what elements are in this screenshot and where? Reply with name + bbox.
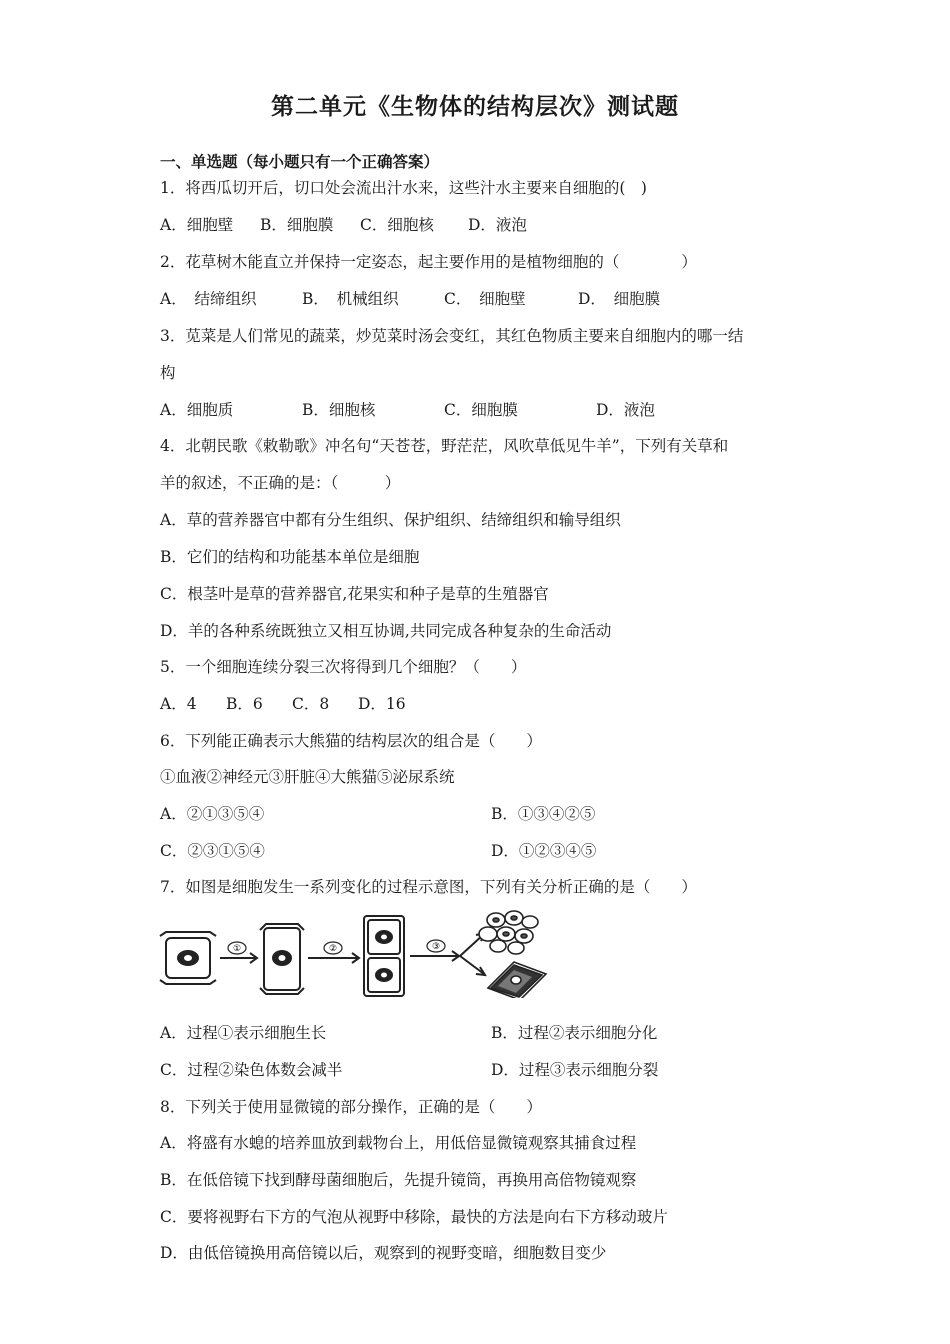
q4-option-a: A．草的营养器官中都有分生组织、保护组织、结缔组织和输导组织 bbox=[160, 511, 621, 529]
q4-option-b: B．它们的结构和功能基本单位是细胞 bbox=[160, 548, 420, 566]
q1-option-b: B．细胞膜 bbox=[260, 216, 334, 234]
q2-option-c: C． 细胞壁 bbox=[444, 290, 526, 308]
q6-option-b: B．①③④②⑤ bbox=[491, 805, 596, 823]
q8-option-c: C．要将视野右下方的气泡从视野中移除，最快的方法是向右下方移动玻片 bbox=[160, 1208, 668, 1226]
section-heading: 一、单选题（每小题只有一个正确答案） bbox=[160, 152, 440, 171]
q7-options-row2 bbox=[160, 1060, 658, 1080]
q1-option-a: A．细胞壁 bbox=[160, 216, 234, 234]
q4-option-d: D．羊的各种系统既独立又相互协调,共同完成各种复杂的生命活动 bbox=[160, 622, 612, 640]
q5-option-a: A．4 bbox=[160, 695, 197, 713]
q4-stem-line1: 4．北朝民歌《敕勒歌》冲名句“天苍苍，野茫茫，风吹草低见牛羊”，下列有关草和 bbox=[160, 437, 729, 455]
cell-divided bbox=[364, 916, 404, 996]
q5-option-d: D．16 bbox=[358, 695, 406, 713]
q5-option-b: B．6 bbox=[226, 695, 263, 713]
q3-stem-line2: 构 bbox=[160, 364, 176, 382]
tissue-rounded-cells bbox=[479, 911, 538, 954]
q5-stem: 5．一个细胞连续分裂三次将得到几个细胞？（ ） bbox=[160, 658, 527, 676]
cell-process-diagram bbox=[158, 908, 558, 998]
q6-option-d: D．①②③④⑤ bbox=[491, 842, 597, 860]
q7-stem: 7．如图是细胞发生一系列变化的过程示意图，下列有关分析正确的是（ ） bbox=[160, 878, 697, 896]
q7-option-c: C．过程②染色体数会减半 bbox=[160, 1061, 343, 1079]
q1-stem: 1．将西瓜切开后，切口处会流出汁水来，这些汁水主要来自细胞的( ) bbox=[160, 179, 647, 197]
q1-option-d: D．液泡 bbox=[468, 216, 527, 234]
step1-label: ① bbox=[232, 944, 242, 954]
q5-option-c: C．8 bbox=[292, 695, 330, 713]
tissue-slab bbox=[488, 962, 546, 998]
q8-option-b: B．在低倍镜下找到酵母菌细胞后，先提升镜筒，再换用高倍物镜观察 bbox=[160, 1171, 637, 1189]
q7-option-d: D．过程③表示细胞分裂 bbox=[491, 1061, 659, 1079]
q7-option-b: B．过程②表示细胞分化 bbox=[491, 1024, 658, 1042]
q2-options bbox=[160, 289, 660, 309]
q8-stem: 8．下列关于使用显微镜的部分操作，正确的是（ ） bbox=[160, 1098, 542, 1116]
page-title: 第二单元《生物体的结构层次》测试题 bbox=[271, 93, 679, 120]
q3-option-a: A．细胞质 bbox=[160, 401, 234, 419]
q3-stem-line1: 3．苋菜是人们常见的蔬菜，炒苋菜时汤会变红，其红色物质主要来自细胞内的哪一结 bbox=[160, 327, 744, 345]
q5-options bbox=[160, 694, 406, 714]
q4-option-c: C．根茎叶是草的营养器官,花果实和种子是草的生殖器官 bbox=[160, 585, 549, 603]
q1-option-c: C．细胞核 bbox=[360, 216, 434, 234]
q8-option-a: A．将盛有水螅的培养皿放到载物台上，用低倍显微镜观察其捕食过程 bbox=[160, 1134, 637, 1152]
q3-option-c: C．细胞膜 bbox=[444, 401, 518, 419]
q4-stem-line2: 羊的叙述，不正确的是：（ ） bbox=[160, 474, 401, 492]
q6-option-c: C．②③①⑤④ bbox=[160, 842, 265, 860]
q3-option-d: D．液泡 bbox=[596, 401, 655, 419]
q2-option-d: D． 细胞膜 bbox=[578, 290, 661, 308]
q6-stem: 6．下列能正确表示大熊猫的结构层次的组合是（ ） bbox=[160, 732, 542, 750]
q3-options bbox=[160, 400, 655, 420]
q3-option-b: B．细胞核 bbox=[302, 401, 376, 419]
q8-option-d: D．由低倍镜换用高倍镜以后，观察到的视野变暗，细胞数目变少 bbox=[160, 1244, 607, 1262]
step3-label: ③ bbox=[431, 942, 441, 952]
q2-option-b: B． 机械组织 bbox=[302, 290, 399, 308]
q2-stem: 2．花草树木能直立并保持一定姿态，起主要作用的是植物细胞的（ ） bbox=[160, 253, 697, 271]
step2-label: ② bbox=[328, 944, 338, 954]
q6-options-row1 bbox=[160, 804, 595, 824]
q2-option-a: A． 结缔组织 bbox=[160, 290, 257, 308]
q6-list: ①血液②神经元③肝脏④大熊猫⑤泌尿系统 bbox=[160, 768, 455, 786]
cell-grown bbox=[260, 924, 304, 994]
q7-options-row1 bbox=[160, 1023, 657, 1043]
arrow-step3 bbox=[410, 933, 485, 975]
q1-options bbox=[160, 215, 527, 235]
q6-option-a: A．②①③⑤④ bbox=[160, 805, 265, 823]
q7-option-a: A．过程①表示细胞生长 bbox=[160, 1024, 327, 1042]
cell-initial bbox=[160, 932, 216, 984]
q6-options-row2 bbox=[160, 841, 596, 861]
